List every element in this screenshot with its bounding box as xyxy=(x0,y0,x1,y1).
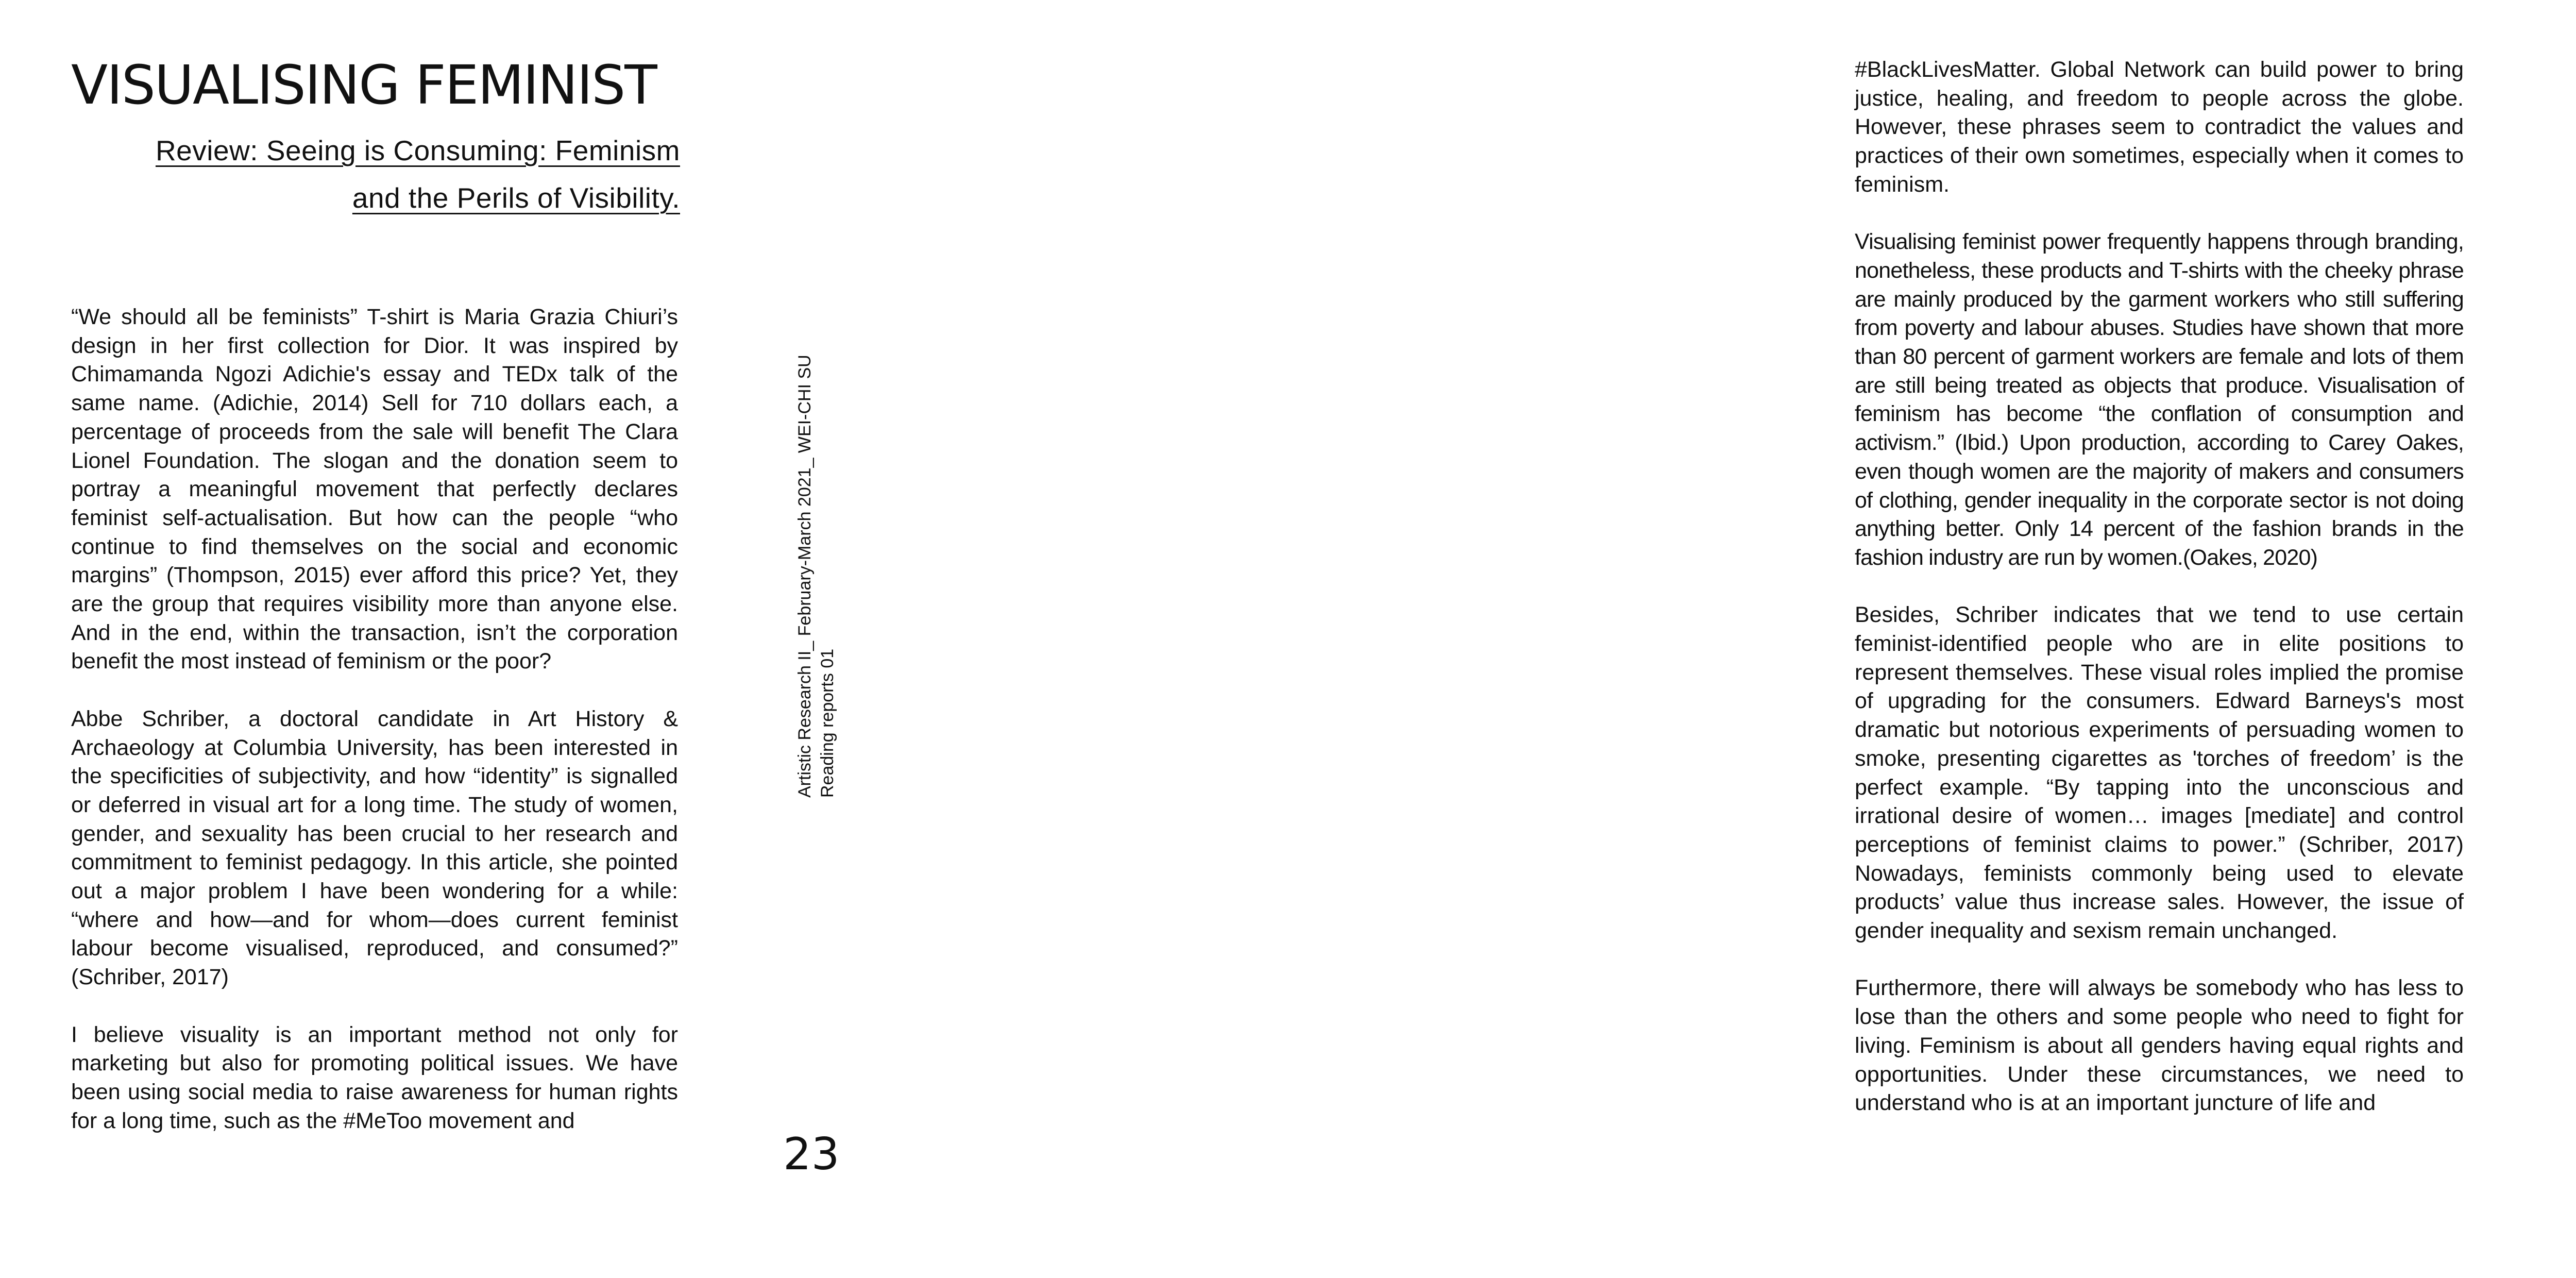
subtitle-line-1: Review: Seeing is Consuming: Feminism xyxy=(155,134,680,166)
paragraph-tshirt-intro: “We should all be feminists” T-shirt is Maria Grazia Chiuri’s design in her first collection for Dior. It was inspired by Chimamanda Ngozi Adichie's essay and TEDx talk of the same name. (Adichie, 2014) Sell for 710 dollars each, a percentage of proceeds from the sale will benefit The Clara Lionel Foundation. The slogan and the donation seem to portray a meaningful movement that perfectly declares feminist self-actualisation. But how can the people “who continue to find themselves on the social and economic margins” (Thompson, 2015) ever afford this price? Yet, they are the group that requires visibility more than anyone else. And in the end, within the transaction, isn’t the corporation benefit the most instead of feminism or the poor? xyxy=(71,305,678,674)
subtitle-line-2: and the Perils of Visibility. xyxy=(352,182,680,214)
paragraph-visuality: I believe visuality is an important method not only for marketing but also for promoting political issues. We have been using social media to raise awareness for human rights for a long time, such as the #MeToo movement and xyxy=(71,1022,678,1133)
article-subtitle xyxy=(71,127,680,222)
course-info-vertical xyxy=(793,355,839,798)
course-line: Artistic Research II_ February-March 2021_ WEI-CHI SU xyxy=(795,355,815,798)
paragraph-schriber-bio: Abbe Schriber, a doctoral candidate in Art History & Archaeology at Columbia University, has been interested in the specificities of subjectivity, and how “identity” is signalled or deferred in visual art for a long time. The study of women, gender, and sexuality has been crucial to her research and commitment to feminist pedagogy. In this article, she pointed out a major problem I have been wondering for a while: “where and how—and for whom—does current feminist labour become visualised, reproduced, and consumed?” (Schriber, 2017) xyxy=(71,706,678,990)
page-title: VISUALISING FEMINIST xyxy=(71,54,656,116)
paragraph-furthermore: Furthermore, there will always be somebody who has less to lose than the others and some people who need to fight for living. Feminism is about all genders having equal rights and opportunities. Under these circumstances, we need to understand who is at an important juncture of life and xyxy=(1855,976,2464,1116)
right-text-column xyxy=(1855,56,2464,1118)
left-text-column xyxy=(71,303,678,1135)
left-page xyxy=(0,0,901,1278)
right-page xyxy=(901,0,2464,1278)
paragraph-elite-positions: Besides, Schriber indicates that we tend to use certain feminist-identified people who are in elite positions to represent themselves. These visual roles implied the promise of upgrading for the consumers. Edward Barneys's most dramatic but notorious experiments of persuading women to smoke, presenting cigarettes as 'torches of freedom’ is the perfect example. “By tapping into the unconscious and irrational desire of women… images [mediate] and control perceptions of feminist claims to power.” (Schriber, 2017) Nowadays, feminists commonly being used to elevate products’ value thus increase sales. However, the issue of gender inequality and sexism remain unchanged. xyxy=(1855,602,2464,944)
page-number-left: 23 xyxy=(783,1129,840,1180)
report-line: Reading reports 01 xyxy=(818,648,837,798)
paragraph-branding: Visualising feminist power frequently happens through branding, nonetheless, these products and T-shirts with the cheeky phrase are mainly produced by the garment workers who still suffering from poverty and labour abuses. Studies have shown that more than 80 percent of garment workers are female and lots of them are still being treated as objects that produce. Visualisation of feminism has become “the conflation of consumption and activism.” (Ibid.) Upon production, according to Carey Oakes, even though women are the majority of makers and consumers of clothing, gender inequality in the corporate sector is not doing anything better. Only 14 percent of the fashion brands in the fashion industry are run by women.(Oakes, 2020) xyxy=(1855,229,2464,570)
paragraph-blacklivesmatter: #BlackLivesMatter. Global Network can build power to bring justice, healing, and freedom to people across the globe. However, these phrases seem to contradict the values and practices of their own sometimes, especially when it comes to feminism. xyxy=(1855,57,2464,197)
